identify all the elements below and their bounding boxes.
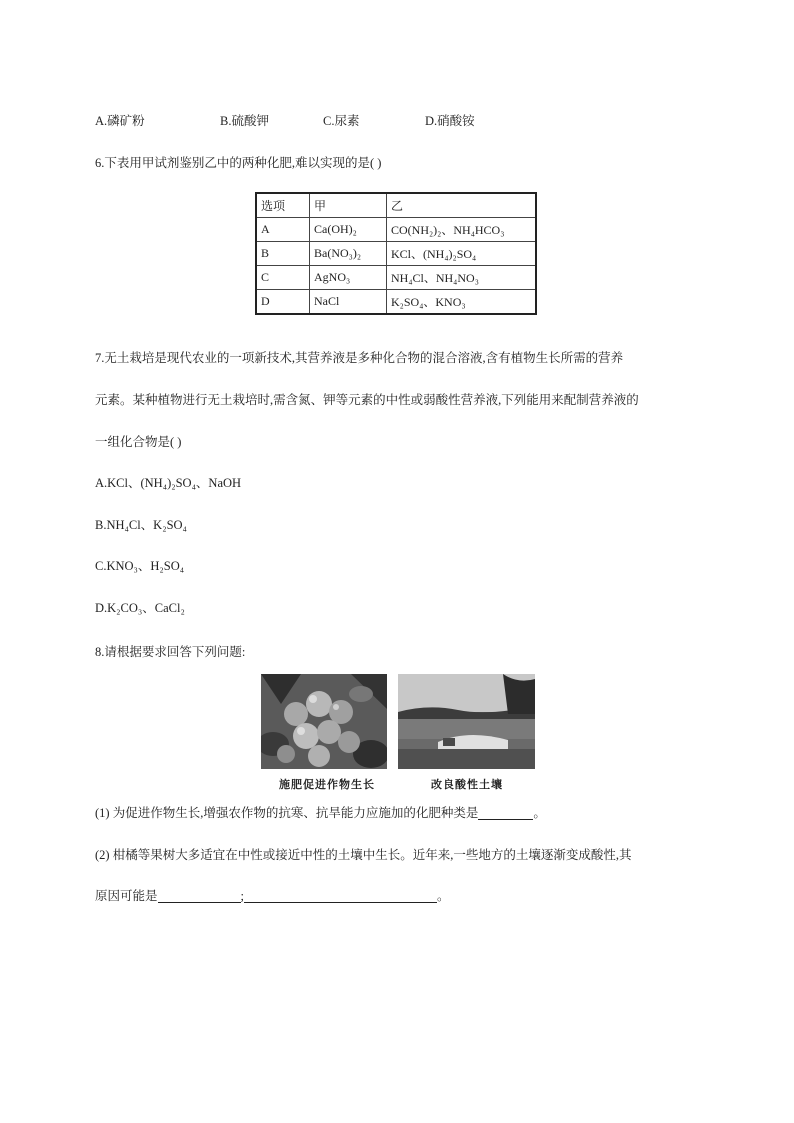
q5-option-d: D.硝酸铵 [425,114,475,128]
row-option: D [256,290,310,315]
q5-option-c: C.尿素 [323,114,360,128]
row-option: A [256,218,310,242]
q8-sub1-text: (1) 为促进作物生长,增强农作物的抗寒、抗旱能力应施加的化肥种类是 [95,806,479,820]
q5-option-b: B.硫酸钾 [220,114,269,128]
table-row [256,290,536,315]
row-fertilizers: CO(NH₂)₂、NH₄HCO₃ [387,218,537,242]
table-row [256,218,536,242]
row-option: C [256,266,310,290]
q6-stem: 6.下表用甲试剂鉴别乙中的两种化肥,难以实现的是( ) [95,156,382,170]
q8-sub1-end: 。 [533,806,546,820]
q8-stem: 8.请根据要求回答下列问题: [95,645,246,659]
q8-sub2-sep: ; [240,889,244,903]
q5-option-a: A.磷矿粉 [95,114,145,128]
fruit-tree-photo [261,674,387,769]
row-fertilizers: NH₄Cl、NH₄NO₃ [387,266,537,290]
row-reagent: NaCl [310,290,387,315]
header-option: 选项 [256,193,310,218]
photo-caption-soil: 改良酸性土壤 [431,779,503,791]
row-reagent: Ba(NO₃)₂ [310,242,387,266]
q8-sub2-end: 。 [437,889,450,903]
answer-blank[interactable] [478,805,533,820]
q6-table [255,192,537,315]
q8-sub2-line1: (2) 柑橘等果树大多适宜在中性或接近中性的土壤中生长。近年来,一些地方的土壤逐渐变成酸性,其 [95,848,632,862]
photo-caption-fertilizer: 施肥促进作物生长 [279,779,375,791]
row-option: B [256,242,310,266]
q7-option-b: B.NH₄Cl、K₂SO₄ [95,518,187,532]
q7-option-c: C.KNO₃、H₂SO₄ [95,559,185,573]
q8-sub2-line2 [95,886,450,904]
header-fertilizers: 乙 [387,193,537,218]
row-reagent: Ca(OH)₂ [310,218,387,242]
q7-option-d: D.K₂CO₃、CaCl₂ [95,601,185,615]
table-row [256,242,536,266]
answer-blank[interactable] [244,888,437,903]
q8-sub1 [95,803,546,821]
row-reagent: AgNO₃ [310,266,387,290]
q7-stem-line1: 7.无土栽培是现代农业的一项新技术,其营养液是多种化合物的混合溶液,含有植物生长所需的营养 [95,351,624,365]
table-header-row [256,193,536,218]
q7-stem-line2: 元素。某种植物进行无土栽培时,需含氮、钾等元素的中性或弱酸性营养液,下列能用来配制营养液的 [95,393,639,407]
answer-blank[interactable] [158,888,241,903]
row-fertilizers: K₂SO₄、KNO₃ [387,290,537,315]
field-photo [398,674,535,769]
header-reagent: 甲 [310,193,387,218]
q7-option-a: A.KCl、(NH₄)₂SO₄、NaOH [95,476,242,490]
row-fertilizers: KCl、(NH₄)₂SO₄ [387,242,537,266]
table-row [256,266,536,290]
q8-sub2-text: 原因可能是 [95,889,158,903]
q7-stem-line3: 一组化合物是( ) [95,435,182,449]
